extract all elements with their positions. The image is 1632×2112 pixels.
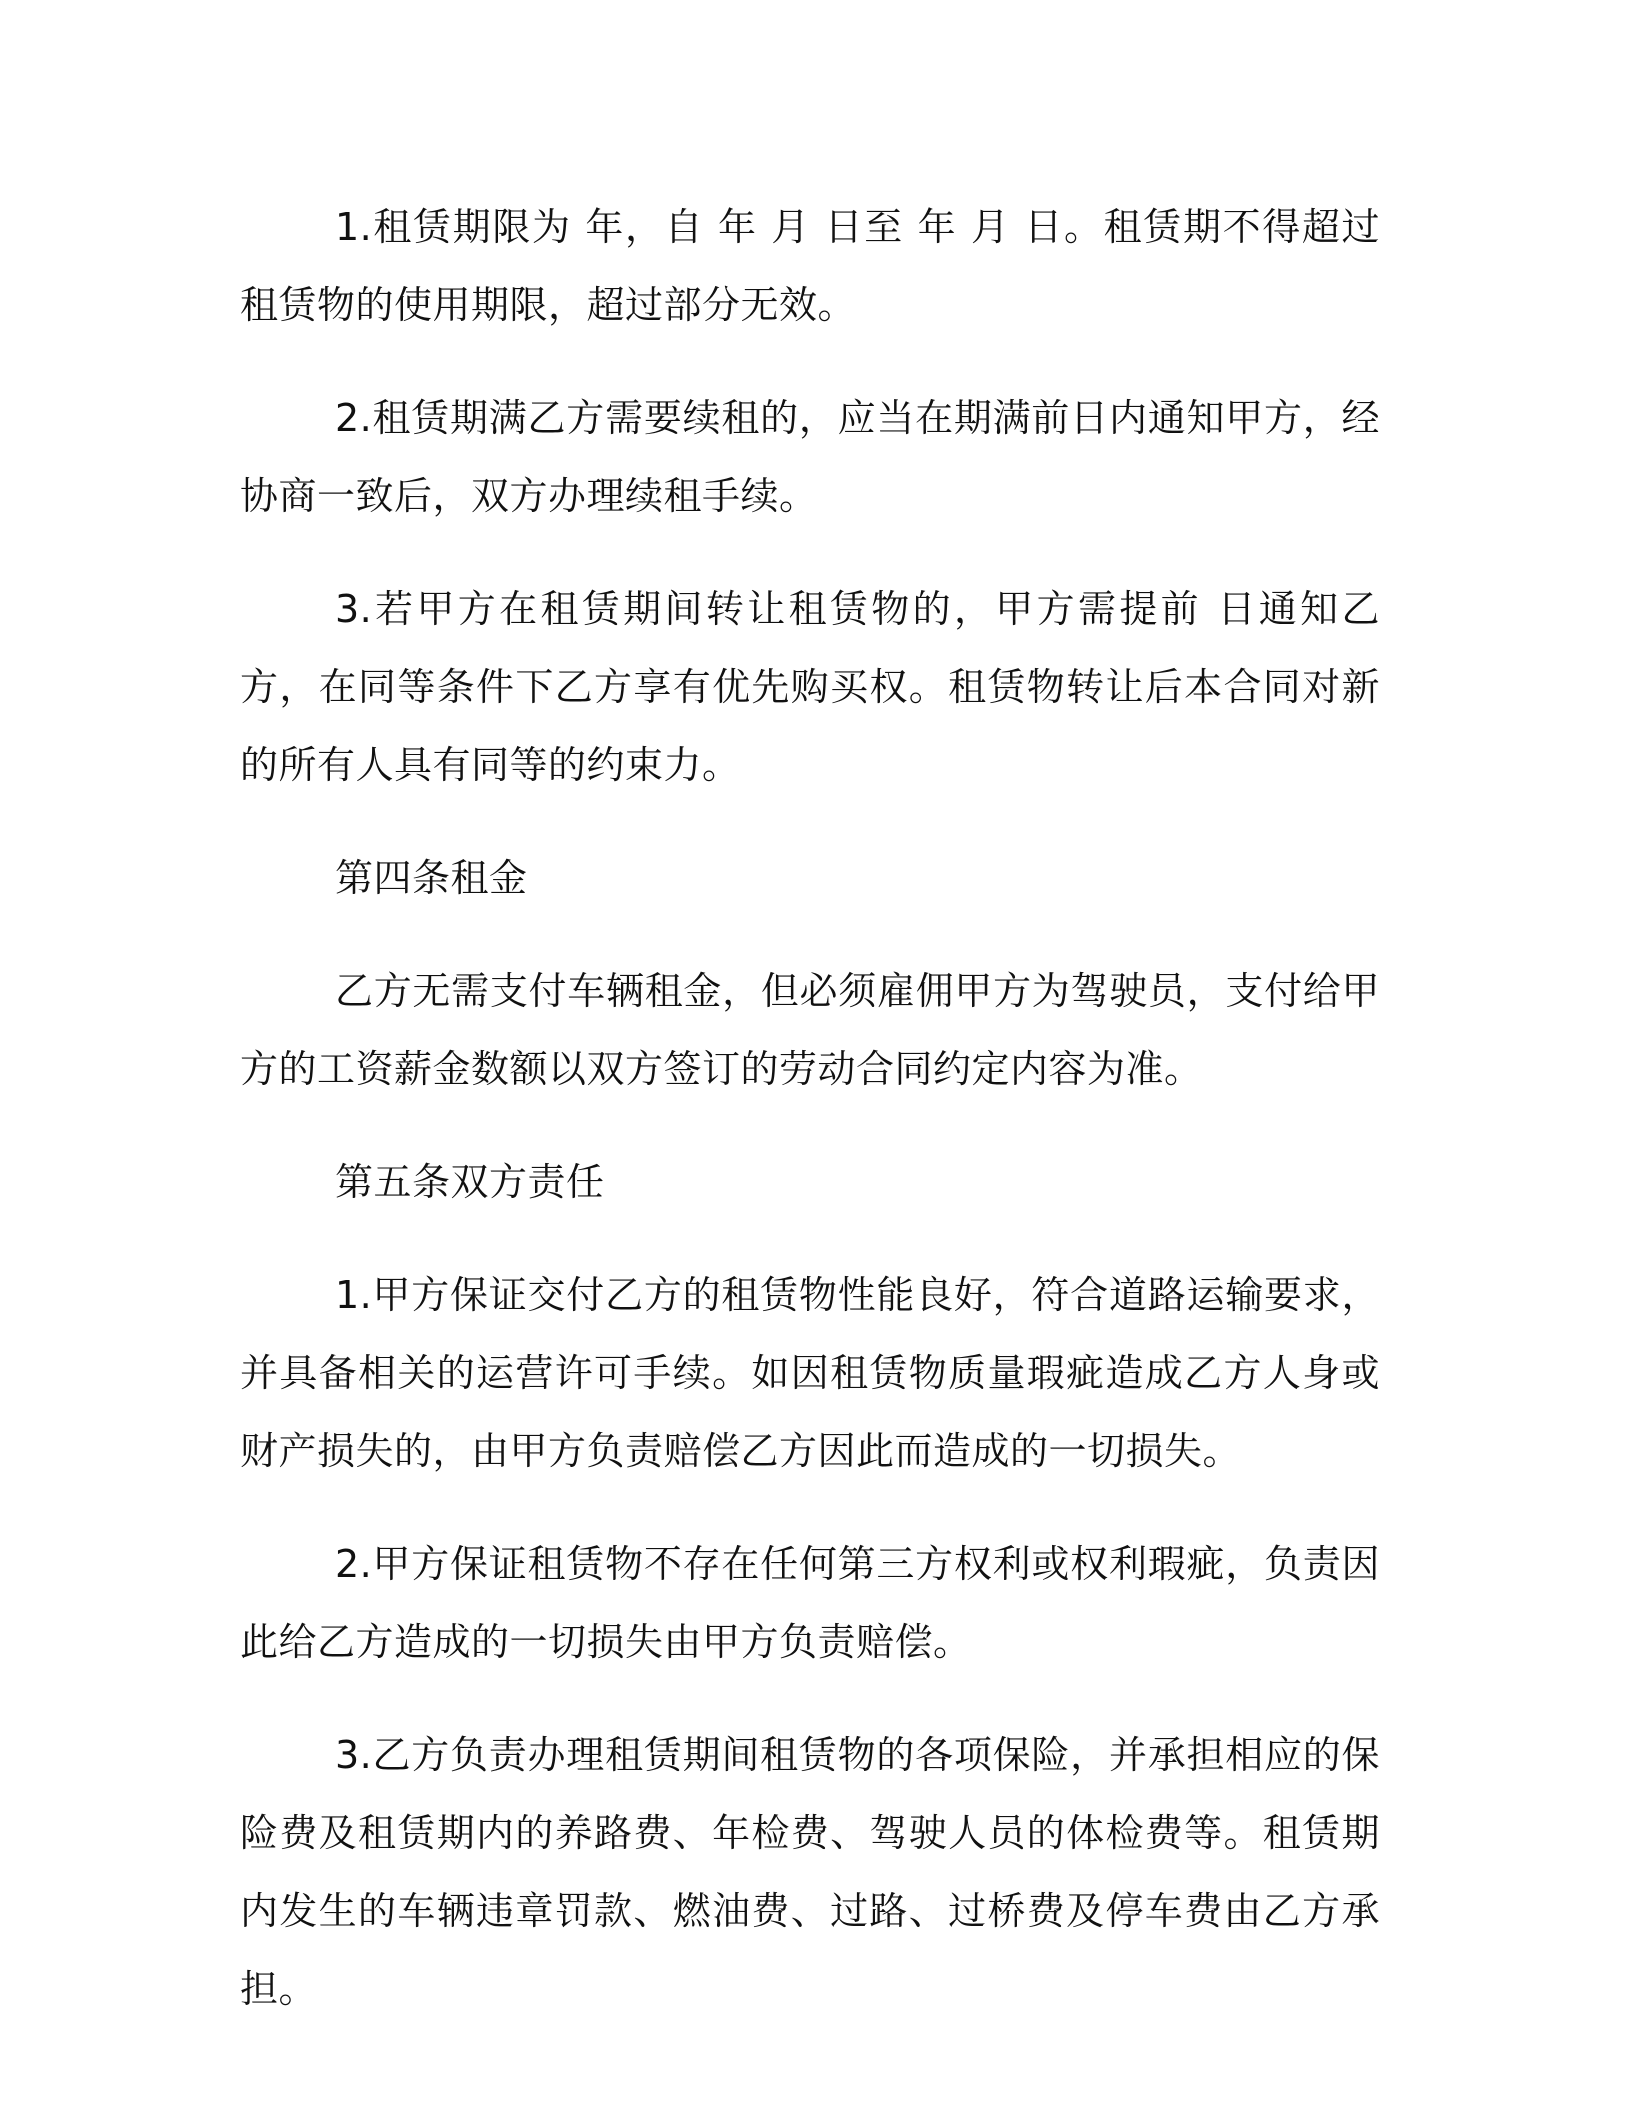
clause-rent: 乙方无需支付车辆租金，但必须雇佣甲方为驾驶员，支付给甲方的工资薪金数额以双方签订的劳动合同约定内容为准。 [240, 969, 1380, 1091]
section-heading-rent: 第四条租金 [335, 856, 528, 900]
clause-responsibility-1: 1.甲方保证交付乙方的租赁物性能良好，符合道路运输要求，并具备相关的运营许可手续。如因租赁物质量瑕疵造成乙方人身或财产损失的，由甲方负责赔偿乙方因此而造成的一切损失。 [240, 1273, 1380, 1473]
section-heading-responsibilities: 第五条双方责任 [335, 1160, 605, 1204]
clause-lease-term: 1.租赁期限为 年，自 年 月 日至 年 月 日。租赁期不得超过租赁物的使用期限，超过部分无效。 [240, 205, 1380, 327]
clause-lease-transfer: 3.若甲方在租赁期间转让租赁物的，甲方需提前 日通知乙方，在同等条件下乙方享有优先购买权。租赁物转让后本合同对新的所有人具有同等的约束力。 [240, 587, 1380, 787]
clause-responsibility-3: 3.乙方负责办理租赁期间租赁物的各项保险，并承担相应的保险费及租赁期内的养路费、年检费、驾驶人员的体检费等。租赁期内发生的车辆违章罚款、燃油费、过路、过桥费及停车费由乙方承担。 [240, 1733, 1380, 2011]
clause-lease-renewal: 2.租赁期满乙方需要续租的，应当在期满前日内通知甲方，经协商一致后，双方办理续租手续。 [240, 396, 1380, 518]
clause-responsibility-2: 2.甲方保证租赁物不存在任何第三方权利或权利瑕疵，负责因此给乙方造成的一切损失由甲方负责赔偿。 [240, 1542, 1380, 1664]
document-body [240, 188, 1380, 2063]
